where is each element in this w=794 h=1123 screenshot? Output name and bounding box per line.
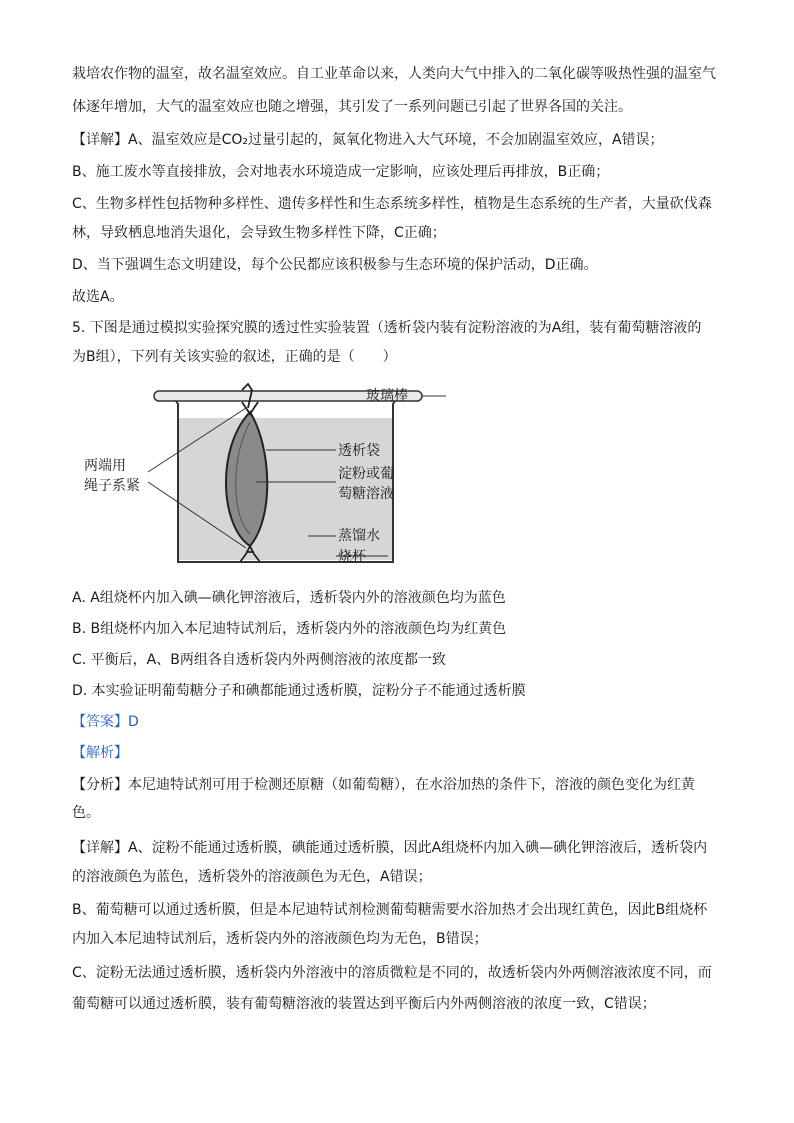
paragraph-line: 体逐年增加，大气的温室效应也随之增强，其引发了一系列问题已引起了世界各国的关注。 (72, 99, 632, 115)
label-glass-rod: 玻璃棒 (366, 388, 408, 404)
option-c: C. 平衡后，A、B两组各自透析袋内外两侧溶液的浓度都一致 (72, 652, 446, 668)
analysis-line: 【分析】本尼迪特试剂可用于检测还原糖（如葡萄糖），在水浴加热的条件下，溶液的颜色变化为红黄 (72, 777, 695, 793)
paragraph-line: 林，导致栖息地消失退化，会导致生物多样性下降，C正确； (72, 225, 446, 241)
paragraph-line: 【详解】A、温室效应是CO₂过量引起的，氮氧化物进入大气环境，不会加剧温室效应，A错误； (72, 132, 664, 148)
label-distilled-water: 蒸馏水 (338, 528, 380, 544)
option-b: B. B组烧杯内加入本尼迪特试剂后，透析袋内外的溶液颜色均为红黄色 (72, 621, 507, 637)
question-stem: 5. 下图是通过模拟实验探究膜的透过性实验装置（透析袋内装有淀粉溶液的为A组，装有葡萄糖溶液的 (72, 320, 702, 336)
option-d: D. 本实验证明葡萄糖分子和碘都能通过透析膜，淀粉分子不能通过透析膜 (72, 683, 526, 699)
paragraph-line: B、施工废水等直接排放，会对地表水环境造成一定影响，应该处理后再排放，B正确； (72, 164, 610, 180)
analysis-line: 葡萄糖可以通过透析膜，装有葡萄糖溶液的装置达到平衡后内外两侧溶液的浓度一致，C错误； (72, 996, 656, 1012)
analysis-line: 内加入本尼迪特试剂后，透析袋内外的溶液颜色均为无色，B错误； (72, 931, 488, 947)
label-tie-line1: 两端用 (84, 458, 126, 474)
analysis-line: C、淀粉无法通过透析膜，透析袋内外溶液中的溶质微粒是不同的，故透析袋内外两侧溶液浓度不同，而 (72, 965, 712, 981)
paragraph-line: 栽培农作物的温室，故名温室效应。自工业革命以来，人类向大气中排入的二氧化碳等吸热性强的温室气 (72, 66, 716, 82)
option-a: A. A组烧杯内加入碘—碘化钾溶液后，透析袋内外的溶液颜色均为蓝色 (72, 590, 506, 606)
analysis-line: B、葡萄糖可以通过透析膜，但是本尼迪特试剂检测葡萄糖需要水浴加热才会出现红黄色，因此B组烧杯 (72, 902, 708, 918)
analysis-line: 【详解】A、淀粉不能通过透析膜，碘能通过透析膜，因此A组烧杯内加入碘—碘化钾溶液后，透析袋内 (72, 840, 708, 856)
question-stem: 为B组），下列有关该实验的叙述，正确的是（ ） (72, 349, 397, 365)
paragraph-line: 故选A。 (72, 289, 124, 305)
label-beaker: 烧杯 (338, 549, 366, 565)
label-dialysis-bag: 透析袋 (338, 443, 380, 459)
label-solution-line1: 淀粉或葡 (338, 466, 394, 482)
label-tie-line2: 绳子系紧 (84, 478, 140, 494)
dialysis-experiment-figure (70, 378, 450, 578)
answer-label: 【答案】D (72, 714, 139, 730)
analysis-line: 的溶液颜色为蓝色，透析袋外的溶液颜色为无色，A错误； (72, 869, 432, 885)
analysis-heading: 【解析】 (72, 745, 128, 761)
paragraph-line: D、当下强调生态文明建设，每个公民都应该积极参与生态环境的保护活动，D正确。 (72, 257, 598, 273)
label-solution-line2: 萄糖溶液 (338, 486, 394, 502)
analysis-line: 色。 (72, 805, 100, 821)
paragraph-line: C、生物多样性包括物种多样性、遗传多样性和生态系统多样性，植物是生态系统的生产者，大量砍伐森 (72, 196, 712, 212)
